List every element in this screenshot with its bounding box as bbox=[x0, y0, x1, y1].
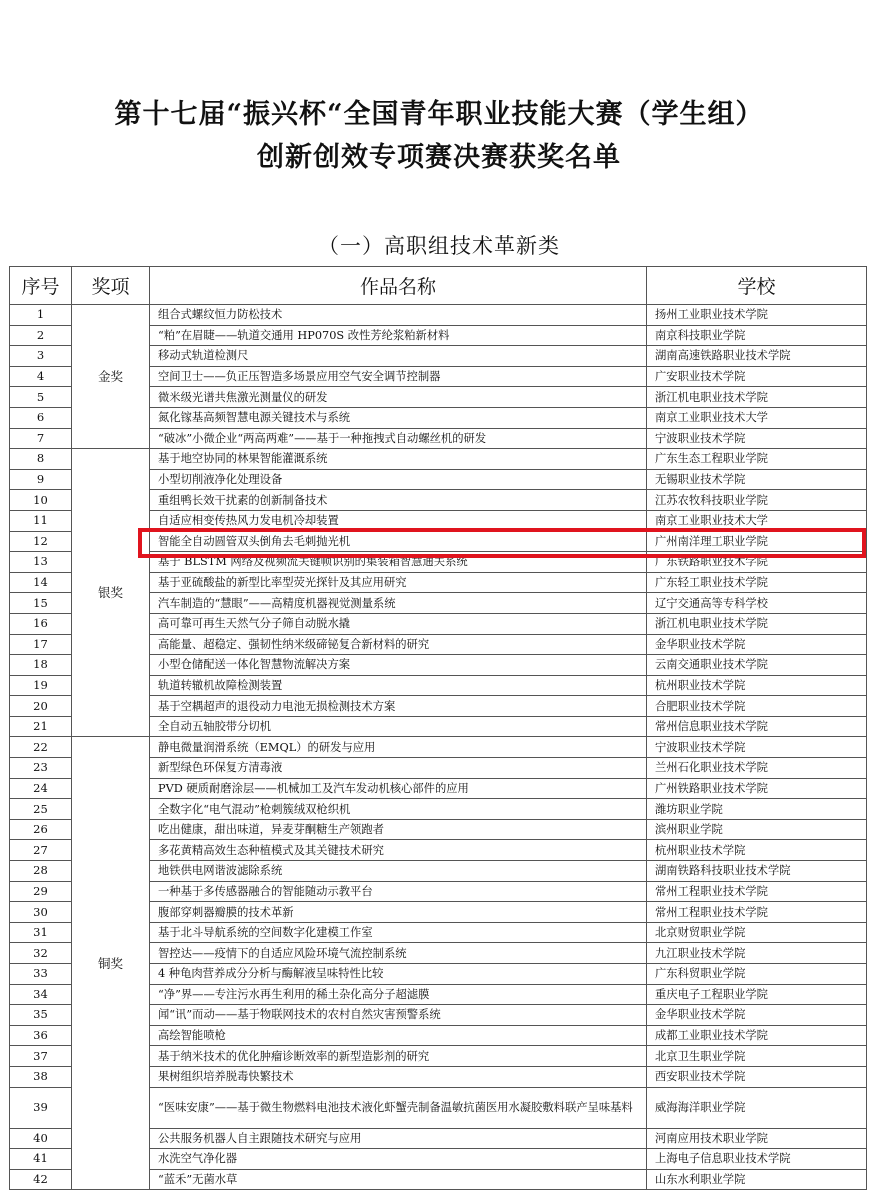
work-name: 高可靠可再生天然气分子筛自动脱水撬 bbox=[150, 613, 647, 634]
row-number: 9 bbox=[10, 469, 72, 490]
work-name: 基于北斗导航系统的空间数字化建模工作室 bbox=[150, 922, 647, 943]
work-name: “粕”在眉睫——轨道交通用 HP070S 改性芳纶浆粕新材料 bbox=[150, 325, 647, 346]
school-name: 广州南洋理工职业学院 bbox=[647, 531, 867, 552]
work-name: 重组鸭长效干扰素的创新制备技术 bbox=[150, 490, 647, 511]
header-school: 学校 bbox=[647, 267, 867, 305]
section-heading: （一）高职组技术革新类 bbox=[318, 234, 560, 258]
work-name: 汽车制造的“慧眼”——高精度机器视觉测量系统 bbox=[150, 593, 647, 614]
work-name: “蓝禾”无菌水草 bbox=[150, 1169, 647, 1190]
row-number: 33 bbox=[10, 964, 72, 985]
work-name: 基于亚硫酸盐的新型比率型荧光探针及其应用研究 bbox=[150, 572, 647, 593]
school-name: 威海海洋职业学院 bbox=[647, 1087, 867, 1128]
work-name: “净”界——专注污水再生利用的稀土杂化高分子超滤膜 bbox=[150, 984, 647, 1005]
school-name: 金华职业技术学院 bbox=[647, 1005, 867, 1026]
row-number: 3 bbox=[10, 346, 72, 367]
work-name: “破冰”小微企业“两高两难”——基于一种拖拽式自动螺丝机的研发 bbox=[150, 428, 647, 449]
work-name: 高能量、超稳定、强韧性纳米级碲铋复合新材料的研究 bbox=[150, 634, 647, 655]
school-name: 南京科技职业学院 bbox=[647, 325, 867, 346]
work-name: 基于 BLSTM 网络及视频流关键帧识别的集装箱智慧通关系统 bbox=[150, 552, 647, 573]
work-name: 小型仓储配送一体化智慧物流解决方案 bbox=[150, 655, 647, 676]
award-table bbox=[9, 266, 867, 1190]
work-name: PVD 硬质耐磨涂层——机械加工及汽车发动机核心部件的应用 bbox=[150, 778, 647, 799]
school-name: 宁波职业技术学院 bbox=[647, 428, 867, 449]
row-number: 30 bbox=[10, 902, 72, 923]
work-name: 4 种龟肉营养成分分析与酶解液呈味特性比较 bbox=[150, 964, 647, 985]
row-number: 24 bbox=[10, 778, 72, 799]
row-number: 25 bbox=[10, 799, 72, 820]
work-name: 氮化镓基高频智慧电源关键技术与系统 bbox=[150, 407, 647, 428]
row-number: 31 bbox=[10, 922, 72, 943]
work-name: 地铁供电网谐波滤除系统 bbox=[150, 861, 647, 882]
table-row bbox=[10, 305, 867, 326]
work-name: 水洗空气净化器 bbox=[150, 1149, 647, 1170]
work-name: 多花黄精高效生态种植模式及其关键技术研究 bbox=[150, 840, 647, 861]
school-name: 广安职业技术学院 bbox=[647, 366, 867, 387]
school-name: 扬州工业职业技术学院 bbox=[647, 305, 867, 326]
school-name: 南京工业职业技术大学 bbox=[647, 510, 867, 531]
school-name: 广东科贸职业学院 bbox=[647, 964, 867, 985]
work-name: 静电微量润滑系统（EMQL）的研发与应用 bbox=[150, 737, 647, 758]
row-number: 2 bbox=[10, 325, 72, 346]
work-name: 基于纳米技术的优化肿瘤诊断效率的新型造影剂的研究 bbox=[150, 1046, 647, 1067]
row-number: 37 bbox=[10, 1046, 72, 1067]
work-name: 轨道转辙机故障检测装置 bbox=[150, 675, 647, 696]
work-name: 空间卫士——负正压智造多场景应用空气安全调节控制器 bbox=[150, 366, 647, 387]
row-number: 17 bbox=[10, 634, 72, 655]
school-name: 上海电子信息职业技术学院 bbox=[647, 1149, 867, 1170]
school-name: 广东轻工职业技术学院 bbox=[647, 572, 867, 593]
work-name: “医味安康”——基于微生物燃料电池技术液化虾蟹壳制备温敏抗菌医用水凝胶敷料联产呈味基料 bbox=[150, 1087, 647, 1128]
school-name: 常州信息职业技术学院 bbox=[647, 716, 867, 737]
school-name: 北京卫生职业学院 bbox=[647, 1046, 867, 1067]
work-name: 公共服务机器人自主跟随技术研究与应用 bbox=[150, 1128, 647, 1149]
row-number: 26 bbox=[10, 819, 72, 840]
row-number: 41 bbox=[10, 1149, 72, 1170]
table-body bbox=[10, 305, 867, 1190]
work-name: 全自动五轴胶带分切机 bbox=[150, 716, 647, 737]
school-name: 滨州职业学院 bbox=[647, 819, 867, 840]
row-number: 35 bbox=[10, 1005, 72, 1026]
work-name: 吃出健康，甜出味道，异麦芽酮糖生产领跑者 bbox=[150, 819, 647, 840]
school-name: 辽宁交通高等专科学校 bbox=[647, 593, 867, 614]
row-number: 6 bbox=[10, 407, 72, 428]
work-name: 微米级光谱共焦激光测量仪的研发 bbox=[150, 387, 647, 408]
school-name: 湖南高速铁路职业技术学院 bbox=[647, 346, 867, 367]
school-name: 无锡职业技术学院 bbox=[647, 469, 867, 490]
school-name: 浙江机电职业技术学院 bbox=[647, 387, 867, 408]
row-number: 14 bbox=[10, 572, 72, 593]
award-gold: 金奖 bbox=[72, 305, 150, 449]
school-name: 北京财贸职业学院 bbox=[647, 922, 867, 943]
row-number: 18 bbox=[10, 655, 72, 676]
work-name: 新型绿色环保复方清毒液 bbox=[150, 758, 647, 779]
work-name: 移动式轨道检测尺 bbox=[150, 346, 647, 367]
row-number: 27 bbox=[10, 840, 72, 861]
document-title-line2: 创新创效专项赛决赛获奖名单 bbox=[257, 142, 621, 173]
header-no: 序号 bbox=[10, 267, 72, 305]
row-number: 4 bbox=[10, 366, 72, 387]
row-number: 15 bbox=[10, 593, 72, 614]
award-silver: 银奖 bbox=[72, 449, 150, 737]
school-name: 潍坊职业学院 bbox=[647, 799, 867, 820]
school-name: 河南应用技术职业学院 bbox=[647, 1128, 867, 1149]
row-number: 11 bbox=[10, 510, 72, 531]
school-name: 杭州职业技术学院 bbox=[647, 840, 867, 861]
school-name: 金华职业技术学院 bbox=[647, 634, 867, 655]
school-name: 浙江机电职业技术学院 bbox=[647, 613, 867, 634]
table-header-row bbox=[10, 267, 867, 305]
award-bronze: 铜奖 bbox=[72, 737, 150, 1190]
row-number: 5 bbox=[10, 387, 72, 408]
row-number: 38 bbox=[10, 1066, 72, 1087]
row-number: 29 bbox=[10, 881, 72, 902]
school-name: 山东水利职业学院 bbox=[647, 1169, 867, 1190]
work-name: 高绘智能喷枪 bbox=[150, 1025, 647, 1046]
work-name: 组合式螺纹恒力防松技术 bbox=[150, 305, 647, 326]
school-name: 西安职业技术学院 bbox=[647, 1066, 867, 1087]
row-number: 1 bbox=[10, 305, 72, 326]
row-number: 16 bbox=[10, 613, 72, 634]
school-name: 广州铁路职业技术学院 bbox=[647, 778, 867, 799]
row-number: 19 bbox=[10, 675, 72, 696]
row-number: 32 bbox=[10, 943, 72, 964]
work-name: 闻“讯”而动——基于物联网技术的农村自然灾害预警系统 bbox=[150, 1005, 647, 1026]
school-name: 广东铁路职业技术学院 bbox=[647, 552, 867, 573]
header-work-name: 作品名称 bbox=[150, 267, 647, 305]
work-name: 智能全自动圆管双头倒角去毛刺抛光机 bbox=[150, 531, 647, 552]
school-name: 九江职业技术学院 bbox=[647, 943, 867, 964]
work-name: 自适应相变传热风力发电机冷却装置 bbox=[150, 510, 647, 531]
row-number: 7 bbox=[10, 428, 72, 449]
school-name: 宁波职业技术学院 bbox=[647, 737, 867, 758]
row-number: 36 bbox=[10, 1025, 72, 1046]
row-number: 8 bbox=[10, 449, 72, 470]
school-name: 成都工业职业技术学院 bbox=[647, 1025, 867, 1046]
table-row bbox=[10, 737, 867, 758]
school-name: 云南交通职业技术学院 bbox=[647, 655, 867, 676]
row-number: 39 bbox=[10, 1087, 72, 1128]
school-name: 重庆电子工程职业学院 bbox=[647, 984, 867, 1005]
red-highlight-box bbox=[138, 528, 866, 558]
row-number: 22 bbox=[10, 737, 72, 758]
school-name: 合肥职业技术学院 bbox=[647, 696, 867, 717]
row-number: 23 bbox=[10, 758, 72, 779]
school-name: 江苏农牧科技职业学院 bbox=[647, 490, 867, 511]
work-name: 全数字化“电气混动”枪刺簇绒双枪织机 bbox=[150, 799, 647, 820]
row-number: 10 bbox=[10, 490, 72, 511]
work-name: 一种基于多传感器融合的智能随动示教平台 bbox=[150, 881, 647, 902]
work-name: 基于地空协同的林果智能灌溉系统 bbox=[150, 449, 647, 470]
row-number: 42 bbox=[10, 1169, 72, 1190]
row-number: 21 bbox=[10, 716, 72, 737]
work-name: 智控达——疫情下的自适应风险环境气流控制系统 bbox=[150, 943, 647, 964]
row-number: 13 bbox=[10, 552, 72, 573]
school-name: 常州工程职业技术学院 bbox=[647, 881, 867, 902]
work-name: 基于空耦超声的退役动力电池无损检测技术方案 bbox=[150, 696, 647, 717]
document-title-line1: 第十七届“振兴杯“全国青年职业技能大赛（学生组） bbox=[114, 99, 764, 130]
school-name: 常州工程职业技术学院 bbox=[647, 902, 867, 923]
school-name: 南京工业职业技术大学 bbox=[647, 407, 867, 428]
work-name: 果树组织培养脱毒快繁技术 bbox=[150, 1066, 647, 1087]
school-name: 兰州石化职业技术学院 bbox=[647, 758, 867, 779]
row-number: 20 bbox=[10, 696, 72, 717]
row-number: 12 bbox=[10, 531, 72, 552]
row-number: 28 bbox=[10, 861, 72, 882]
header-award: 奖项 bbox=[72, 267, 150, 305]
work-name: 小型切削液净化处理设备 bbox=[150, 469, 647, 490]
row-number: 40 bbox=[10, 1128, 72, 1149]
school-name: 湖南铁路科技职业技术学院 bbox=[647, 861, 867, 882]
work-name: 腹部穿刺器瓣膜的技术革新 bbox=[150, 902, 647, 923]
school-name: 广东生态工程职业学院 bbox=[647, 449, 867, 470]
school-name: 杭州职业技术学院 bbox=[647, 675, 867, 696]
table-row bbox=[10, 449, 867, 470]
row-number: 34 bbox=[10, 984, 72, 1005]
